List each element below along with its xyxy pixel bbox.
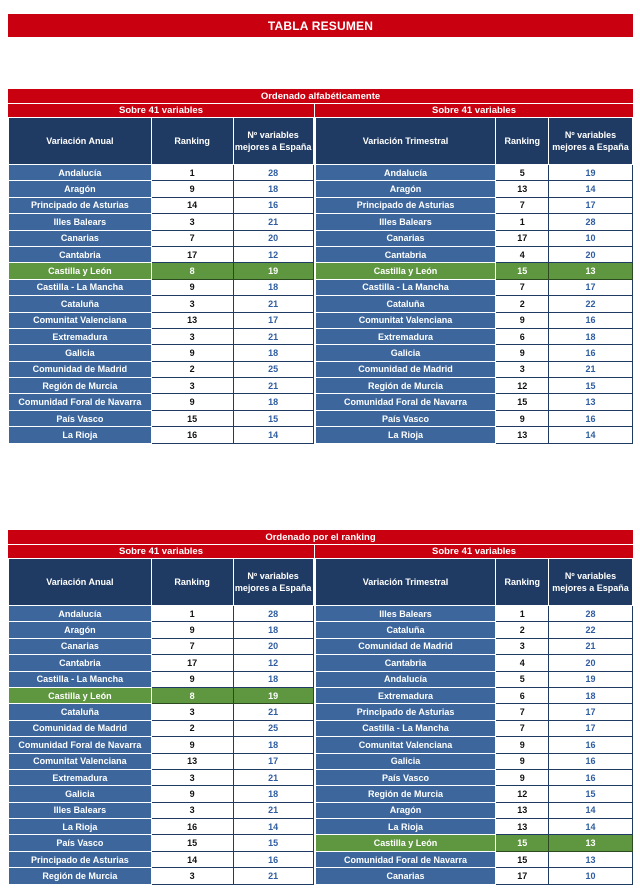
region-name: Cataluña xyxy=(315,296,496,312)
ranking-value: 8 xyxy=(151,263,233,279)
table-row xyxy=(315,263,632,279)
ranking-value: 6 xyxy=(496,328,549,344)
variables-count: 13 xyxy=(549,835,633,851)
table-row xyxy=(9,427,314,443)
variables-count: 16 xyxy=(549,410,633,426)
ranking-value: 9 xyxy=(496,753,549,769)
ranking-value: 9 xyxy=(151,737,233,753)
table-row xyxy=(315,851,632,867)
table-row xyxy=(315,361,632,377)
region-name: Castilla - La Mancha xyxy=(315,720,496,736)
variables-count: 22 xyxy=(549,296,633,312)
variables-count: 15 xyxy=(233,410,313,426)
ranking-value: 14 xyxy=(151,197,233,213)
variables-count: 28 xyxy=(233,165,313,181)
ranking-value: 3 xyxy=(496,361,549,377)
region-name: Andalucía xyxy=(9,606,152,622)
variables-count: 13 xyxy=(549,394,633,410)
table-row xyxy=(9,786,314,802)
table-row xyxy=(315,214,632,230)
table-row xyxy=(9,704,314,720)
ranking-value: 9 xyxy=(496,312,549,328)
table-row xyxy=(315,753,632,769)
table-row xyxy=(9,737,314,753)
variables-count: 18 xyxy=(233,671,313,687)
region-name: Galicia xyxy=(315,753,496,769)
ranking-value: 4 xyxy=(496,655,549,671)
variables-count: 20 xyxy=(233,638,313,654)
variables-count: 18 xyxy=(233,181,313,197)
variables-count: 15 xyxy=(233,835,313,851)
region-name: Canarias xyxy=(315,230,496,246)
variables-count: 19 xyxy=(549,165,633,181)
region-name: Castilla y León xyxy=(315,835,496,851)
region-name: Canarias xyxy=(9,230,152,246)
variables-count: 18 xyxy=(233,279,313,295)
variables-count: 21 xyxy=(233,868,313,884)
region-name: Illes Balears xyxy=(9,214,152,230)
variables-count: 10 xyxy=(549,868,633,884)
variables-header: Nº variables mejores a España xyxy=(549,559,633,606)
ranking-value: 9 xyxy=(151,279,233,295)
region-name: Aragón xyxy=(315,181,496,197)
variables-count: 15 xyxy=(549,786,633,802)
table-row xyxy=(9,394,314,410)
variables-count: 21 xyxy=(233,328,313,344)
ranking-value: 9 xyxy=(151,394,233,410)
table-row xyxy=(9,802,314,818)
ranking-value: 7 xyxy=(496,720,549,736)
ranking-value: 15 xyxy=(496,835,549,851)
table-row xyxy=(9,835,314,851)
region-name: País Vasco xyxy=(315,410,496,426)
region-name: Extremadura xyxy=(315,687,496,703)
table-row xyxy=(315,394,632,410)
table-row xyxy=(315,197,632,213)
table-row xyxy=(9,606,314,622)
region-name: Extremadura xyxy=(9,328,152,344)
table-row xyxy=(315,378,632,394)
variables-count: 14 xyxy=(549,427,633,443)
variables-count: 16 xyxy=(549,737,633,753)
ranking-value: 1 xyxy=(496,214,549,230)
ranking-value: 3 xyxy=(151,868,233,884)
ranking-value: 7 xyxy=(496,197,549,213)
region-name: Aragón xyxy=(9,181,152,197)
variables-count: 16 xyxy=(233,851,313,867)
variables-count: 21 xyxy=(549,361,633,377)
ranking-value: 1 xyxy=(151,165,233,181)
region-name: Cataluña xyxy=(9,704,152,720)
region-name: Cantabria xyxy=(315,246,496,262)
ranking-value: 13 xyxy=(151,312,233,328)
table-row xyxy=(315,638,632,654)
table-row xyxy=(9,230,314,246)
table-row xyxy=(315,312,632,328)
ranking-value: 9 xyxy=(151,622,233,638)
variables-count: 16 xyxy=(549,769,633,785)
ranking-header: Ranking xyxy=(151,118,233,165)
region-name: Comunidad de Madrid xyxy=(315,638,496,654)
ranking-value: 3 xyxy=(151,769,233,785)
variables-count: 16 xyxy=(549,753,633,769)
ranking-value: 2 xyxy=(151,361,233,377)
table-row xyxy=(315,819,632,835)
variables-count: 18 xyxy=(233,737,313,753)
region-name: Cataluña xyxy=(9,296,152,312)
region-name: Castilla y León xyxy=(315,263,496,279)
table-row xyxy=(9,345,314,361)
table-row xyxy=(315,296,632,312)
variables-count: 18 xyxy=(549,328,633,344)
region-name: Aragón xyxy=(315,802,496,818)
table-row xyxy=(315,769,632,785)
table-row xyxy=(9,263,314,279)
subheading-right: Sobre 41 variables xyxy=(315,544,633,558)
variables-count: 20 xyxy=(549,246,633,262)
table-row xyxy=(315,687,632,703)
variables-count: 14 xyxy=(233,427,313,443)
ranking-value: 2 xyxy=(496,296,549,312)
region-name: Principado de Asturias xyxy=(9,851,152,867)
ranking-value: 9 xyxy=(151,345,233,361)
ranking-value: 13 xyxy=(496,427,549,443)
region-name: Canarias xyxy=(315,868,496,884)
ranking-value: 13 xyxy=(496,181,549,197)
table-row xyxy=(9,769,314,785)
variables-count: 17 xyxy=(549,197,633,213)
region-name: Principado de Asturias xyxy=(315,704,496,720)
ranking-value: 15 xyxy=(496,394,549,410)
table-row xyxy=(315,606,632,622)
table-row xyxy=(315,868,632,884)
table-row xyxy=(315,655,632,671)
variables-count: 14 xyxy=(549,181,633,197)
variation-header: Variación Trimestral xyxy=(315,118,496,165)
section-alphabetical xyxy=(8,89,633,444)
table-row xyxy=(9,819,314,835)
variables-count: 14 xyxy=(549,819,633,835)
region-name: Castilla y León xyxy=(9,687,152,703)
ranking-value: 8 xyxy=(151,687,233,703)
ranking-value: 3 xyxy=(151,802,233,818)
variables-count: 25 xyxy=(233,720,313,736)
variables-count: 18 xyxy=(233,622,313,638)
ranking-value: 4 xyxy=(496,246,549,262)
variables-count: 18 xyxy=(233,345,313,361)
table-row xyxy=(9,214,314,230)
region-name: Cantabria xyxy=(9,246,152,262)
table-row xyxy=(315,181,632,197)
region-name: Illes Balears xyxy=(315,606,496,622)
variables-count: 17 xyxy=(233,312,313,328)
ranking-value: 9 xyxy=(151,786,233,802)
table-row xyxy=(9,720,314,736)
variables-count: 21 xyxy=(549,638,633,654)
region-name: Aragón xyxy=(9,622,152,638)
ranking-value: 2 xyxy=(151,720,233,736)
ranking-value: 14 xyxy=(151,851,233,867)
ranking-value: 13 xyxy=(496,802,549,818)
variables-count: 21 xyxy=(233,769,313,785)
ranking-value: 13 xyxy=(496,819,549,835)
region-name: Galicia xyxy=(315,345,496,361)
table-row xyxy=(315,671,632,687)
table-row xyxy=(9,246,314,262)
table-row xyxy=(9,638,314,654)
table-row xyxy=(9,181,314,197)
variables-header: Nº variables mejores a España xyxy=(233,118,313,165)
section-heading: Ordenado por el ranking xyxy=(8,530,633,544)
variables-count: 17 xyxy=(549,279,633,295)
region-name: Comunidad de Madrid xyxy=(315,361,496,377)
variables-count: 25 xyxy=(233,361,313,377)
region-name: La Rioja xyxy=(9,427,152,443)
ranking-value: 7 xyxy=(151,230,233,246)
region-name: Comunidad Foral de Navarra xyxy=(9,737,152,753)
variables-count: 10 xyxy=(549,230,633,246)
variables-count: 16 xyxy=(549,345,633,361)
table-row xyxy=(9,655,314,671)
region-name: Extremadura xyxy=(315,328,496,344)
variables-count: 22 xyxy=(549,622,633,638)
table-row xyxy=(315,410,632,426)
table-row xyxy=(315,279,632,295)
ranking-value: 9 xyxy=(496,410,549,426)
region-name: Castilla - La Mancha xyxy=(9,671,152,687)
ranking-value: 13 xyxy=(151,753,233,769)
summary-table-right xyxy=(315,558,633,885)
ranking-value: 15 xyxy=(151,835,233,851)
region-name: Andalucía xyxy=(315,165,496,181)
variables-count: 12 xyxy=(233,655,313,671)
region-name: La Rioja xyxy=(315,427,496,443)
region-name: Comunidad Foral de Navarra xyxy=(315,394,496,410)
region-name: Comunidad de Madrid xyxy=(9,720,152,736)
section-heading: Ordenado alfabéticamente xyxy=(8,89,633,103)
table-row xyxy=(9,851,314,867)
table-row xyxy=(9,279,314,295)
ranking-value: 16 xyxy=(151,819,233,835)
variables-count: 14 xyxy=(549,802,633,818)
table-row xyxy=(315,802,632,818)
variables-count: 19 xyxy=(233,263,313,279)
table-row xyxy=(9,671,314,687)
table-row xyxy=(9,622,314,638)
region-name: Andalucía xyxy=(9,165,152,181)
ranking-value: 3 xyxy=(151,214,233,230)
region-name: País Vasco xyxy=(315,769,496,785)
ranking-value: 15 xyxy=(496,263,549,279)
region-name: Comunitat Valenciana xyxy=(315,737,496,753)
ranking-value: 17 xyxy=(151,655,233,671)
variables-header: Nº variables mejores a España xyxy=(233,559,313,606)
variables-count: 19 xyxy=(549,671,633,687)
variables-count: 15 xyxy=(549,378,633,394)
variables-count: 18 xyxy=(549,687,633,703)
region-name: Principado de Asturias xyxy=(315,197,496,213)
subheading-left: Sobre 41 variables xyxy=(8,103,314,117)
variables-count: 17 xyxy=(233,753,313,769)
ranking-value: 5 xyxy=(496,671,549,687)
ranking-value: 6 xyxy=(496,687,549,703)
ranking-value: 1 xyxy=(496,606,549,622)
variables-count: 12 xyxy=(233,246,313,262)
region-name: Castilla - La Mancha xyxy=(315,279,496,295)
table-row xyxy=(9,296,314,312)
table-row xyxy=(315,165,632,181)
table-row xyxy=(9,328,314,344)
table-row xyxy=(315,345,632,361)
region-name: La Rioja xyxy=(9,819,152,835)
table-row xyxy=(9,165,314,181)
table-row xyxy=(9,753,314,769)
region-name: Cataluña xyxy=(315,622,496,638)
variables-count: 16 xyxy=(549,312,633,328)
region-name: Comunitat Valenciana xyxy=(9,312,152,328)
ranking-value: 9 xyxy=(496,737,549,753)
variables-count: 17 xyxy=(549,720,633,736)
table-row xyxy=(315,720,632,736)
region-name: País Vasco xyxy=(9,410,152,426)
variables-count: 19 xyxy=(233,687,313,703)
region-name: Comunidad Foral de Navarra xyxy=(315,851,496,867)
ranking-value: 9 xyxy=(151,181,233,197)
table-row xyxy=(9,361,314,377)
region-name: Región de Murcia xyxy=(9,868,152,884)
variables-count: 17 xyxy=(549,704,633,720)
page-title: TABLA RESUMEN xyxy=(8,14,633,37)
ranking-value: 2 xyxy=(496,622,549,638)
ranking-value: 3 xyxy=(151,704,233,720)
ranking-value: 17 xyxy=(496,868,549,884)
table-row xyxy=(315,737,632,753)
subheading-right: Sobre 41 variables xyxy=(315,103,633,117)
region-name: Cantabria xyxy=(315,655,496,671)
variables-count: 20 xyxy=(549,655,633,671)
table-row xyxy=(9,197,314,213)
ranking-value: 9 xyxy=(151,671,233,687)
region-name: Comunitat Valenciana xyxy=(9,753,152,769)
region-name: Extremadura xyxy=(9,769,152,785)
ranking-value: 17 xyxy=(496,230,549,246)
variables-count: 21 xyxy=(233,296,313,312)
ranking-value: 3 xyxy=(151,328,233,344)
variables-count: 21 xyxy=(233,214,313,230)
variables-count: 16 xyxy=(233,197,313,213)
ranking-value: 1 xyxy=(151,606,233,622)
region-name: Región de Murcia xyxy=(315,378,496,394)
variables-count: 18 xyxy=(233,394,313,410)
region-name: Castilla - La Mancha xyxy=(9,279,152,295)
region-name: Región de Murcia xyxy=(9,378,152,394)
variables-count: 28 xyxy=(233,606,313,622)
region-name: La Rioja xyxy=(315,819,496,835)
ranking-value: 7 xyxy=(496,279,549,295)
table-row xyxy=(315,427,632,443)
variables-count: 13 xyxy=(549,263,633,279)
region-name: Comunitat Valenciana xyxy=(315,312,496,328)
table-row xyxy=(315,328,632,344)
ranking-value: 5 xyxy=(496,165,549,181)
region-name: Comunidad de Madrid xyxy=(9,361,152,377)
region-name: Cantabria xyxy=(9,655,152,671)
summary-table-right xyxy=(315,117,633,444)
table-row xyxy=(9,312,314,328)
region-name: Illes Balears xyxy=(9,802,152,818)
variables-count: 21 xyxy=(233,378,313,394)
ranking-value: 9 xyxy=(496,345,549,361)
table-row xyxy=(315,246,632,262)
ranking-value: 17 xyxy=(151,246,233,262)
region-name: País Vasco xyxy=(9,835,152,851)
ranking-header: Ranking xyxy=(496,118,549,165)
region-name: Región de Murcia xyxy=(315,786,496,802)
variables-count: 21 xyxy=(233,704,313,720)
region-name: Principado de Asturias xyxy=(9,197,152,213)
table-row xyxy=(9,687,314,703)
variation-header: Variación Anual xyxy=(9,118,152,165)
table-row xyxy=(315,622,632,638)
ranking-value: 7 xyxy=(496,704,549,720)
ranking-value: 12 xyxy=(496,786,549,802)
table-row xyxy=(315,230,632,246)
variables-count: 18 xyxy=(233,786,313,802)
variables-count: 28 xyxy=(549,606,633,622)
table-row xyxy=(315,786,632,802)
variables-header: Nº variables mejores a España xyxy=(549,118,633,165)
summary-table-left xyxy=(8,117,314,444)
region-name: Illes Balears xyxy=(315,214,496,230)
variables-count: 21 xyxy=(233,802,313,818)
variables-count: 28 xyxy=(549,214,633,230)
ranking-value: 15 xyxy=(151,410,233,426)
variables-count: 20 xyxy=(233,230,313,246)
ranking-value: 9 xyxy=(496,769,549,785)
variation-header: Variación Trimestral xyxy=(315,559,496,606)
table-row xyxy=(9,868,314,884)
variables-count: 14 xyxy=(233,819,313,835)
table-row xyxy=(315,835,632,851)
ranking-value: 3 xyxy=(151,296,233,312)
variation-header: Variación Anual xyxy=(9,559,152,606)
ranking-value: 15 xyxy=(496,851,549,867)
region-name: Castilla y León xyxy=(9,263,152,279)
region-name: Galicia xyxy=(9,786,152,802)
table-row xyxy=(9,378,314,394)
summary-table-left xyxy=(8,558,314,885)
table-row xyxy=(315,704,632,720)
ranking-value: 3 xyxy=(496,638,549,654)
region-name: Comunidad Foral de Navarra xyxy=(9,394,152,410)
section-ranking xyxy=(8,530,633,885)
ranking-value: 12 xyxy=(496,378,549,394)
ranking-header: Ranking xyxy=(496,559,549,606)
subheading-left: Sobre 41 variables xyxy=(8,544,314,558)
region-name: Canarias xyxy=(9,638,152,654)
ranking-value: 7 xyxy=(151,638,233,654)
region-name: Andalucía xyxy=(315,671,496,687)
region-name: Galicia xyxy=(9,345,152,361)
table-row xyxy=(9,410,314,426)
ranking-header: Ranking xyxy=(151,559,233,606)
variables-count: 13 xyxy=(549,851,633,867)
ranking-value: 16 xyxy=(151,427,233,443)
ranking-value: 3 xyxy=(151,378,233,394)
